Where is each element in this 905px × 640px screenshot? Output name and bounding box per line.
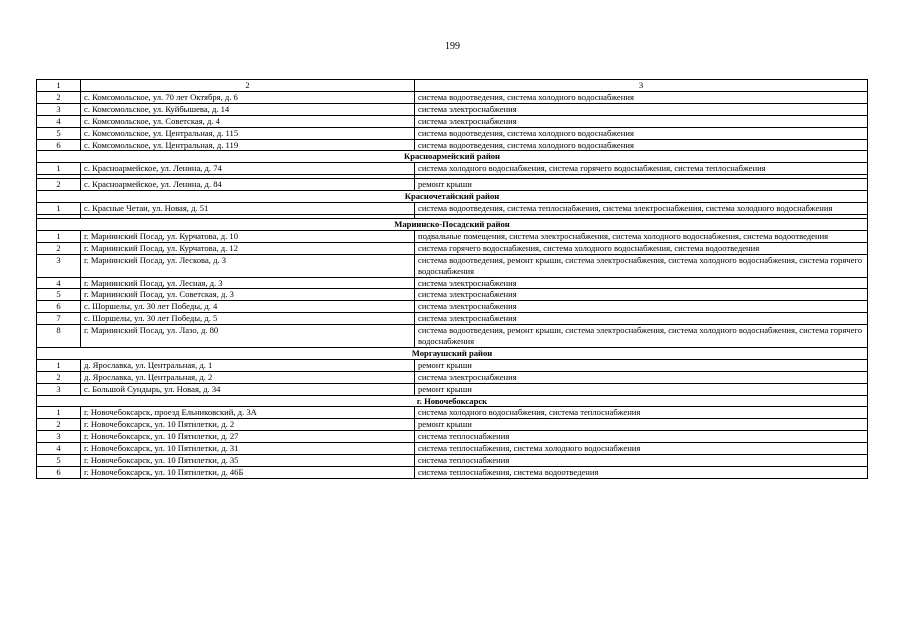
table-row — [37, 242, 868, 254]
table-row — [37, 91, 868, 103]
row-works: система холодного водоснабжения, система горячего водоснабжения, система теплоснабжения — [415, 163, 868, 175]
row-works: система горячего водоснабжения, система холодного водоснабжения, система водоотведения — [415, 242, 868, 254]
row-address: г. Новочебоксарск, ул. 10 Пятилетки, д. 27 — [81, 431, 415, 443]
row-address: г. Новочебоксарск, проезд Ельниковский, д. 3А — [81, 407, 415, 419]
row-address: д. Ярославка, ул. Центральная, д. 2 — [81, 371, 415, 383]
table-row — [37, 419, 868, 431]
row-address: с. Красноармейское, ул. Ленина, д. 74 — [81, 163, 415, 175]
row-works: система теплоснабжения — [415, 455, 868, 467]
row-number: 5 — [37, 289, 81, 301]
table-row — [37, 254, 868, 277]
row-number: 6 — [37, 139, 81, 151]
district-header-row — [37, 191, 868, 203]
row-works: система водоотведения, ремонт крыши, система электроснабжения, система холодного водоснабжения, система горячего водоснабжения — [415, 254, 868, 277]
row-address: с. Большой Сундырь, ул. Новая, д. 34 — [81, 383, 415, 395]
row-address: г. Новочебоксарск, ул. 10 Пятилетки, д. 31 — [81, 443, 415, 455]
row-address: с. Красноармейское, ул. Ленина, д. 84 — [81, 179, 415, 191]
row-address: с. Комсомольское, ул. Советская, д. 4 — [81, 115, 415, 127]
table-row — [37, 371, 868, 383]
row-number: 2 — [37, 242, 81, 254]
table-row — [37, 467, 868, 479]
row-address: д. Ярославка, ул. Центральная, д. 1 — [81, 359, 415, 371]
row-number: 5 — [37, 455, 81, 467]
row-number: 2 — [37, 371, 81, 383]
row-works: система электроснабжения — [415, 103, 868, 115]
table-row — [37, 203, 868, 215]
row-address: с. Комсомольское, ул. Куйбышева, д. 14 — [81, 103, 415, 115]
row-address: г. Мариинский Посад, ул. Лазо, д. 80 — [81, 325, 415, 348]
district-header-row — [37, 347, 868, 359]
row-address: с. Красные Четаи, ул. Новая, д. 51 — [81, 203, 415, 215]
row-works: подвальные помещения, система электроснабжения, система холодного водоснабжения, система водоотведения — [415, 230, 868, 242]
table-row — [37, 127, 868, 139]
row-works: система электроснабжения — [415, 115, 868, 127]
table-body — [37, 80, 868, 479]
row-address: г. Мариинский Посад, ул. Курчатова, д. 10 — [81, 230, 415, 242]
row-works: система теплоснабжения, система холодного водоснабжения — [415, 443, 868, 455]
row-address: г. Мариинский Посад, ул. Советская, д. 3 — [81, 289, 415, 301]
column-header-works: 3 — [415, 80, 868, 92]
row-number: 4 — [37, 277, 81, 289]
row-number: 2 — [37, 179, 81, 191]
row-works: система водоотведения, система холодного водоснабжения — [415, 127, 868, 139]
district-header-row — [37, 395, 868, 407]
row-works: система водоотведения, система холодного водоснабжения — [415, 139, 868, 151]
row-works: ремонт крыши — [415, 383, 868, 395]
row-number: 1 — [37, 359, 81, 371]
table-row — [37, 407, 868, 419]
row-works: система электроснабжения — [415, 313, 868, 325]
row-works: система электроснабжения — [415, 277, 868, 289]
table-row — [37, 103, 868, 115]
row-address: г. Мариинский Посад, ул. Лескова, д. 3 — [81, 254, 415, 277]
row-address: с. Комсомольское, ул. Центральная, д. 119 — [81, 139, 415, 151]
table-row — [37, 313, 868, 325]
row-number: 2 — [37, 91, 81, 103]
row-address: г. Мариинский Посад, ул. Курчатова, д. 12 — [81, 242, 415, 254]
page-number: 199 — [445, 41, 460, 52]
row-number: 8 — [37, 325, 81, 348]
table-row — [37, 230, 868, 242]
row-address: г. Новочебоксарск, ул. 10 Пятилетки, д. 46Б — [81, 467, 415, 479]
row-number: 3 — [37, 103, 81, 115]
column-header-address: 2 — [81, 80, 415, 92]
district-name: г. Новочебоксарск — [37, 395, 868, 407]
district-name: Красноармейский район — [37, 151, 868, 163]
table-row — [37, 277, 868, 289]
row-number: 1 — [37, 163, 81, 175]
row-number: 2 — [37, 419, 81, 431]
row-works: система водоотведения, система холодного водоснабжения — [415, 91, 868, 103]
table-row — [37, 455, 868, 467]
district-name: Красночетайский район — [37, 191, 868, 203]
table-row — [37, 431, 868, 443]
address-works-table — [36, 79, 868, 479]
table-row — [37, 443, 868, 455]
row-works: ремонт крыши — [415, 419, 868, 431]
column-header-number: 1 — [37, 80, 81, 92]
row-address: г. Новочебоксарск, ул. 10 Пятилетки, д. 35 — [81, 455, 415, 467]
row-number: 1 — [37, 203, 81, 215]
district-header-row — [37, 151, 868, 163]
row-number: 1 — [37, 407, 81, 419]
district-header-row — [37, 218, 868, 230]
row-number: 1 — [37, 230, 81, 242]
row-number: 4 — [37, 443, 81, 455]
row-number: 7 — [37, 313, 81, 325]
table-row — [37, 325, 868, 348]
table-row — [37, 179, 868, 191]
row-number: 6 — [37, 467, 81, 479]
row-address: с. Комсомольское, ул. 70 лет Октября, д. 6 — [81, 91, 415, 103]
row-address: г. Новочебоксарск, ул. 10 Пятилетки, д. 2 — [81, 419, 415, 431]
table-row — [37, 359, 868, 371]
row-works: ремонт крыши — [415, 359, 868, 371]
row-works: система водоотведения, система теплоснабжения, система электроснабжения, система холодного водоснабжения — [415, 203, 868, 215]
row-works: система электроснабжения — [415, 371, 868, 383]
row-works: система водоотведения, ремонт крыши, система электроснабжения, система холодного водоснабжения, система горячего водоснабжения — [415, 325, 868, 348]
row-works: система теплоснабжения — [415, 431, 868, 443]
row-number: 3 — [37, 431, 81, 443]
row-address: с. Комсомольское, ул. Центральная, д. 115 — [81, 127, 415, 139]
table-row — [37, 115, 868, 127]
table-row — [37, 383, 868, 395]
district-name: Мариинско-Посадский район — [37, 218, 868, 230]
row-address: г. Мариинский Посад, ул. Лесная, д. 3 — [81, 277, 415, 289]
row-works: система холодного водоснабжения, система теплоснабжения — [415, 407, 868, 419]
row-address: с. Шоршелы, ул. 30 лет Победы, д. 4 — [81, 301, 415, 313]
row-works: система электроснабжения — [415, 289, 868, 301]
row-number: 4 — [37, 115, 81, 127]
table-row — [37, 163, 868, 175]
district-name: Моргаушский район — [37, 347, 868, 359]
row-works: ремонт крыши — [415, 179, 868, 191]
table-row — [37, 139, 868, 151]
row-number: 3 — [37, 254, 81, 277]
row-number: 5 — [37, 127, 81, 139]
row-number: 3 — [37, 383, 81, 395]
table-row — [37, 301, 868, 313]
table-row — [37, 289, 868, 301]
row-works: система теплоснабжения, система водоотведения — [415, 467, 868, 479]
table-header-row — [37, 80, 868, 92]
row-address: с. Шоршелы, ул. 30 лет Победы, д. 5 — [81, 313, 415, 325]
row-number: 6 — [37, 301, 81, 313]
row-works: система электроснабжения — [415, 301, 868, 313]
